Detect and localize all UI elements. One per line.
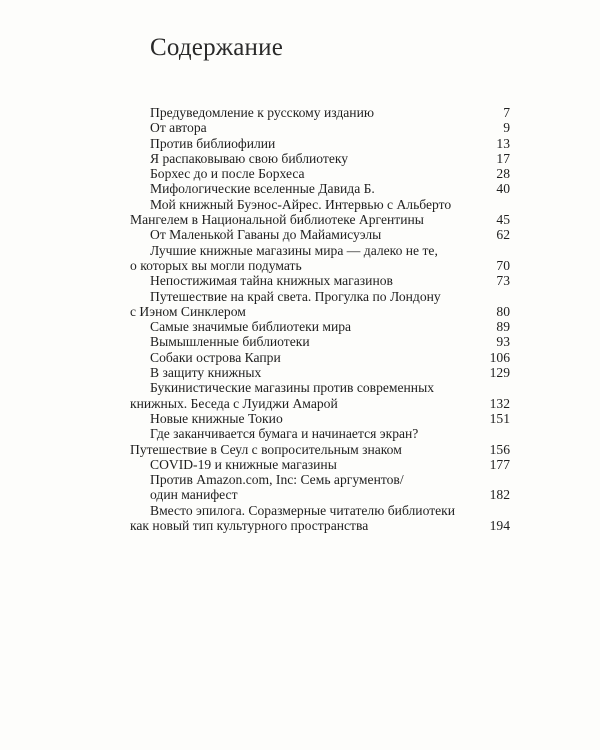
toc-entry-page: 28 — [496, 166, 510, 182]
toc-entry-page: 62 — [496, 227, 510, 243]
toc-entry-title-continuation: Путешествие в Сеул с вопросительным знаком — [130, 441, 402, 457]
page-title: Содержание — [150, 34, 283, 61]
toc-entry — [130, 503, 510, 534]
toc-entry — [130, 457, 510, 472]
toc-entry-title-continuation: как новый тип культурного пространства — [130, 518, 369, 534]
toc-entry-title: В защиту книжных — [150, 365, 262, 381]
toc-entry-title: Я распаковываю свою библиотеку — [150, 150, 349, 166]
toc-entry-title: Против библиофилии — [150, 135, 276, 151]
toc-entry-page: 73 — [496, 273, 510, 289]
toc-entry — [130, 136, 510, 151]
toc-entry-page: 132 — [489, 395, 510, 411]
toc-entry-title: От Маленькой Гаваны до Майамисуэлы — [150, 227, 382, 243]
toc-entry — [130, 105, 510, 120]
toc-entry-title: Непостижимая тайна книжных магазинов — [150, 273, 393, 289]
toc-entry-title: Мифологические вселенные Давида Б. — [150, 181, 375, 197]
toc-entry-title: От автора — [150, 120, 207, 136]
toc-entry-title: Против Amazon.com, Inc: Семь аргументов/ — [150, 472, 404, 488]
toc-entry — [130, 319, 510, 334]
toc-entry-page: 151 — [489, 410, 510, 426]
toc-entry-page: 194 — [489, 518, 510, 534]
toc-entry-page: 70 — [496, 257, 510, 273]
toc-entry — [130, 365, 510, 380]
toc-entry-title: Предуведомление к русскому изданию — [150, 105, 375, 120]
toc-entry — [130, 426, 510, 457]
toc-entry — [130, 334, 510, 349]
toc-entry-title: Букинистические магазины против современных — [150, 380, 435, 396]
toc-entry — [130, 227, 510, 242]
table-of-contents — [130, 105, 510, 533]
toc-entry-page: 129 — [489, 365, 510, 381]
toc-entry-page: 40 — [496, 181, 510, 197]
toc-entry-page: 89 — [496, 319, 510, 335]
toc-entry-title: Вымышленные библиотеки — [150, 334, 310, 350]
toc-entry — [130, 472, 510, 503]
toc-entry-title-continuation: один манифест — [150, 487, 238, 503]
toc-entry-title-continuation: о которых вы могли подумать — [130, 257, 302, 273]
toc-entry-page: 156 — [489, 441, 510, 457]
toc-entry — [130, 151, 510, 166]
toc-entry — [130, 411, 510, 426]
toc-entry — [130, 166, 510, 181]
toc-entry-title-continuation: с Иэном Синклером — [130, 303, 246, 319]
toc-entry-page: 80 — [496, 303, 510, 319]
toc-entry — [130, 243, 510, 274]
toc-entry-title: Собаки острова Капри — [150, 349, 281, 365]
toc-entry-title: Путешествие на край света. Прогулка по Лондону — [150, 288, 441, 304]
toc-entry — [130, 197, 510, 228]
toc-entry-title: Мой книжный Буэнос-Айрес. Интервью с Альберто — [150, 196, 452, 212]
toc-entry-page: 106 — [489, 349, 510, 365]
toc-entry-title: Вместо эпилога. Соразмерные читателю библиотеки — [150, 502, 456, 518]
toc-entry-title: Новые книжные Токио — [150, 410, 283, 426]
toc-entry-title: Борхес до и после Борхеса — [150, 166, 305, 182]
toc-entry-title-continuation: Мангелем в Национальной библиотеке Аргентины — [130, 212, 424, 228]
toc-entry-title: COVID-19 и книжные магазины — [150, 456, 337, 472]
toc-entry — [130, 273, 510, 288]
toc-entry-page: 9 — [503, 120, 510, 136]
toc-entry-page: 177 — [489, 456, 510, 472]
toc-entry — [130, 350, 510, 365]
toc-entry — [130, 380, 510, 411]
toc-entry-page: 17 — [496, 150, 510, 166]
toc-entry-page: 13 — [496, 135, 510, 151]
toc-entry-page: 182 — [489, 487, 510, 503]
toc-entry-page: 93 — [496, 334, 510, 350]
toc-entry — [130, 120, 510, 135]
toc-entry-page: 45 — [496, 212, 510, 228]
toc-entry-title: Где заканчивается бумага и начинается экран? — [150, 426, 419, 442]
toc-entry — [130, 289, 510, 320]
toc-entry-title-continuation: книжных. Беседа с Луиджи Амарой — [130, 395, 338, 411]
toc-entry — [130, 181, 510, 196]
toc-entry-title: Самые значимые библиотеки мира — [150, 319, 352, 335]
toc-entry-page: 7 — [503, 105, 510, 120]
toc-entry-title: Лучшие книжные магазины мира — далеко не те, — [150, 242, 438, 258]
